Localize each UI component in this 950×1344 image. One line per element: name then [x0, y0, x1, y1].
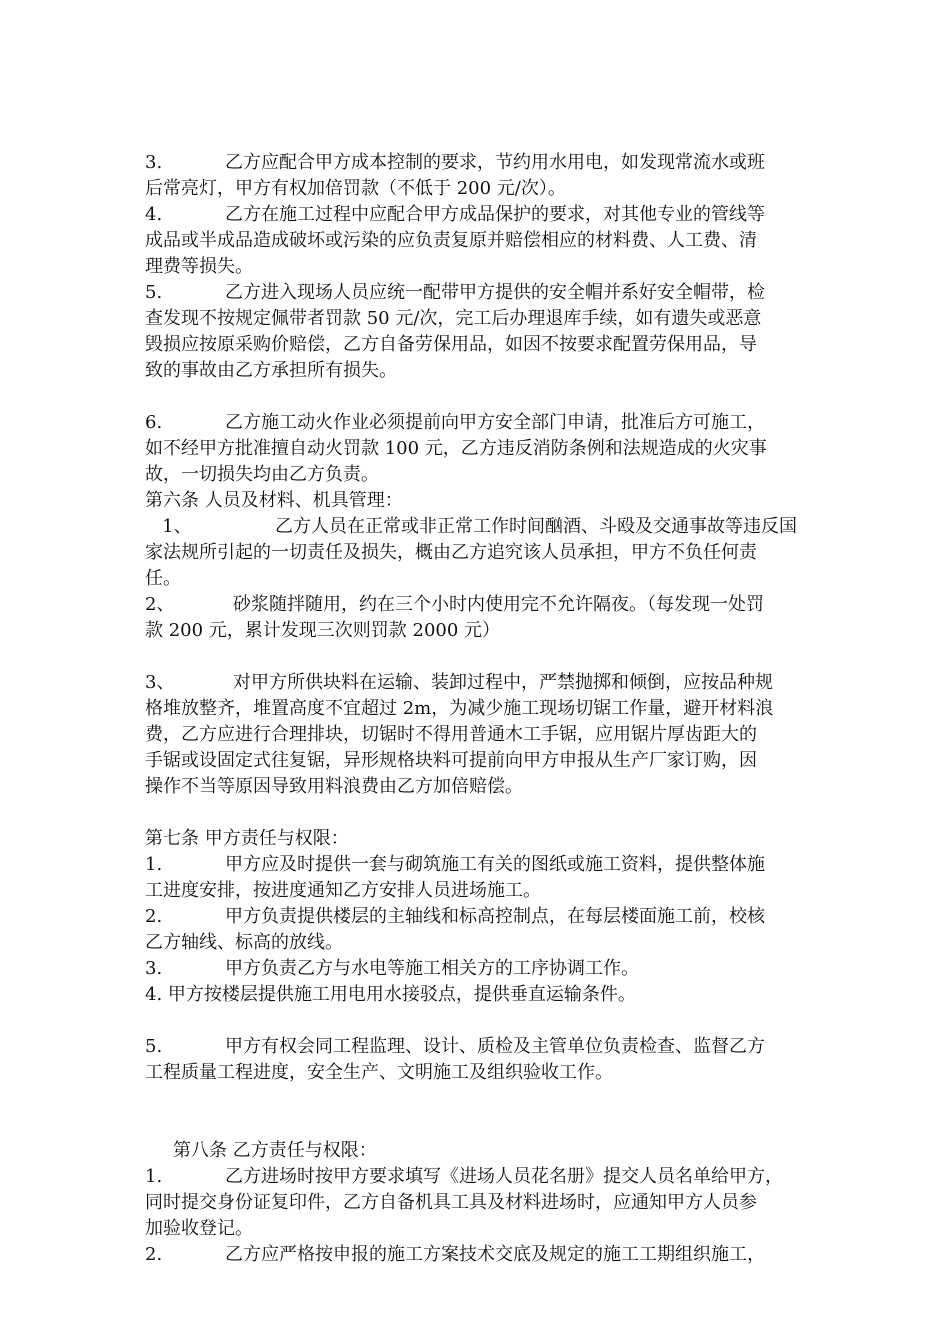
- document-line: [145, 358, 810, 384]
- document-line: [145, 1190, 810, 1216]
- line-text: 任。: [145, 568, 181, 589]
- item-number: 2.: [145, 1244, 163, 1265]
- line-text: 成品或半成品造成破坏或污染的应负责复原并赔偿相应的材料费、人工费、清: [145, 230, 757, 251]
- item-number: 6.: [145, 412, 163, 433]
- line-text: 故，一切损失均由乙方负责。: [145, 464, 379, 485]
- document-line: [145, 254, 810, 280]
- line-text: 乙方进场时按甲方要求填写《进场人员花名册》提交人员名单给甲方，: [225, 1166, 783, 1187]
- line-text: 对甲方所供块料在运输、装卸过程中，严禁抛掷和倾倒，应按品种规: [233, 672, 773, 693]
- document-line: [145, 306, 810, 332]
- item-number: 5.: [145, 282, 163, 303]
- document-line: [145, 956, 810, 982]
- line-text: 乙方在施工过程中应配合甲方成品保护的要求，对其他专业的管线等: [225, 204, 765, 225]
- document-line: [145, 410, 810, 436]
- line-text: 同时提交身份证复印件，乙方自备机具工具及材料进场时，应通知甲方人员参: [145, 1192, 757, 1213]
- document-page: [145, 150, 810, 1268]
- line-text: 乙方轴线、标高的放线。: [145, 932, 343, 953]
- line-text: 砂浆随拌随用，约在三个小时内使用完不允许隔夜。（每发现一处罚: [233, 594, 764, 615]
- line-text: 甲方应及时提供一套与砌筑施工有关的图纸或施工资料，提供整体施: [225, 854, 765, 875]
- document-line: [145, 592, 810, 618]
- line-text: 操作不当等原因导致用料浪费由乙方加倍赔偿。: [145, 776, 523, 797]
- line-text: 乙方进入现场人员应统一配带甲方提供的安全帽并系好安全帽带，检: [225, 282, 765, 303]
- document-line: [145, 878, 810, 904]
- line-text: 工程质量工程进度，安全生产、文明施工及组织验收工作。: [145, 1062, 613, 1083]
- paragraph-gap: [145, 1008, 810, 1034]
- document-line: [145, 852, 810, 878]
- item-number: 1.: [145, 854, 163, 875]
- line-text: 款 200 元，累计发现三次则罚款 2000 元）: [145, 620, 501, 641]
- document-line: [145, 826, 810, 852]
- item-number: 4.: [145, 204, 163, 225]
- document-line: [145, 488, 810, 514]
- document-line: [145, 1164, 810, 1190]
- document-line: [145, 722, 810, 748]
- document-line: [145, 930, 810, 956]
- line-text: 致的事故由乙方承担所有损失。: [145, 360, 397, 381]
- line-text: 理费等损失。: [145, 256, 253, 277]
- line-text: 格堆放整齐，堆置高度不宜超过 2m，为减少施工现场切锯工作量，避开材料浪: [145, 698, 774, 719]
- document-line: [145, 540, 810, 566]
- document-line: [145, 982, 810, 1008]
- document-line: [145, 280, 810, 306]
- line-text: 加验收登记。: [145, 1218, 253, 1239]
- document-line: [145, 150, 810, 176]
- line-text: 乙方施工动火作业必须提前向甲方安全部门申请，批准后方可施工，: [225, 412, 765, 433]
- document-line: [145, 904, 810, 930]
- line-text: 手锯或设固定式往复锯，异形规格块料可提前向甲方申报从生产厂家订购，因: [145, 750, 757, 771]
- document-line: [145, 618, 810, 644]
- document-line: [145, 332, 810, 358]
- item-number: 1、: [145, 516, 192, 537]
- line-text: 后常亮灯，甲方有权加倍罚款（不低于 200 元/次）。: [145, 178, 566, 199]
- item-number: 3、: [145, 672, 175, 693]
- item-number: 1.: [145, 1166, 163, 1187]
- line-text: 第七条 甲方责任与权限：: [145, 828, 349, 849]
- item-number: 2、: [145, 594, 175, 615]
- line-text: 第六条 人员及材料、机具管理：: [145, 490, 403, 511]
- line-text: 家法规所引起的一切责任及损失，概由乙方追究该人员承担，甲方不负任何责: [145, 542, 757, 563]
- paragraph-gap: [145, 384, 810, 410]
- line-text: 乙方人员在正常或非正常工作时间酗酒、斗殴及交通事故等违反国: [275, 516, 797, 537]
- item-number: 5.: [145, 1036, 163, 1057]
- line-text: 乙方应严格按申报的施工方案技术交底及规定的施工工期组织施工，: [225, 1244, 765, 1265]
- document-line: [145, 1216, 810, 1242]
- paragraph-gap: [145, 1112, 810, 1138]
- item-number: 3.: [145, 152, 163, 173]
- document-line: [145, 228, 810, 254]
- document-line: [145, 176, 810, 202]
- document-line: [145, 748, 810, 774]
- document-line: [145, 670, 810, 696]
- document-line: [145, 1034, 810, 1060]
- document-line: [145, 1060, 810, 1086]
- item-number: 3.: [145, 958, 163, 979]
- line-text: 乙方应配合甲方成本控制的要求，节约用水用电，如发现常流水或班: [225, 152, 765, 173]
- document-line: [145, 566, 810, 592]
- line-text: 甲方负责乙方与水电等施工相关方的工序协调工作。: [225, 958, 639, 979]
- document-line: [145, 774, 810, 800]
- line-text: 毁损应按原采购价赔偿，乙方自备劳保用品，如因不按要求配置劳保用品，导: [145, 334, 757, 355]
- paragraph-gap: [145, 1086, 810, 1112]
- document-line: [145, 436, 810, 462]
- item-number: 2.: [145, 906, 163, 927]
- line-text: 4. 甲方按楼层提供施工用电用水接驳点，提供垂直运输条件。: [145, 984, 636, 1005]
- paragraph-gap: [145, 644, 810, 670]
- line-text: 费，乙方应进行合理排块，切锯时不得用普通木工手锯，应用锯片厚齿距大的: [145, 724, 757, 745]
- document-line: [145, 514, 810, 540]
- line-text: 工进度安排，按进度通知乙方安排人员进场施工。: [145, 880, 541, 901]
- line-text: 第八条 乙方责任与权限：: [173, 1140, 377, 1161]
- paragraph-gap: [145, 800, 810, 826]
- line-text: 甲方有权会同工程监理、设计、质检及主管单位负责检查、监督乙方: [225, 1036, 765, 1057]
- line-text: 如不经甲方批准擅自动火罚款 100 元，乙方违反消防条例和法规造成的火灾事: [145, 438, 767, 459]
- document-line: [145, 1242, 810, 1268]
- document-line: [145, 462, 810, 488]
- line-text: 甲方负责提供楼层的主轴线和标高控制点，在每层楼面施工前，校核: [225, 906, 765, 927]
- line-text: 查发现不按规定佩带者罚款 50 元/次，完工后办理退库手续，如有遗失或恶意: [145, 308, 762, 329]
- document-line: [145, 202, 810, 228]
- document-line: [145, 1138, 810, 1164]
- document-line: [145, 696, 810, 722]
